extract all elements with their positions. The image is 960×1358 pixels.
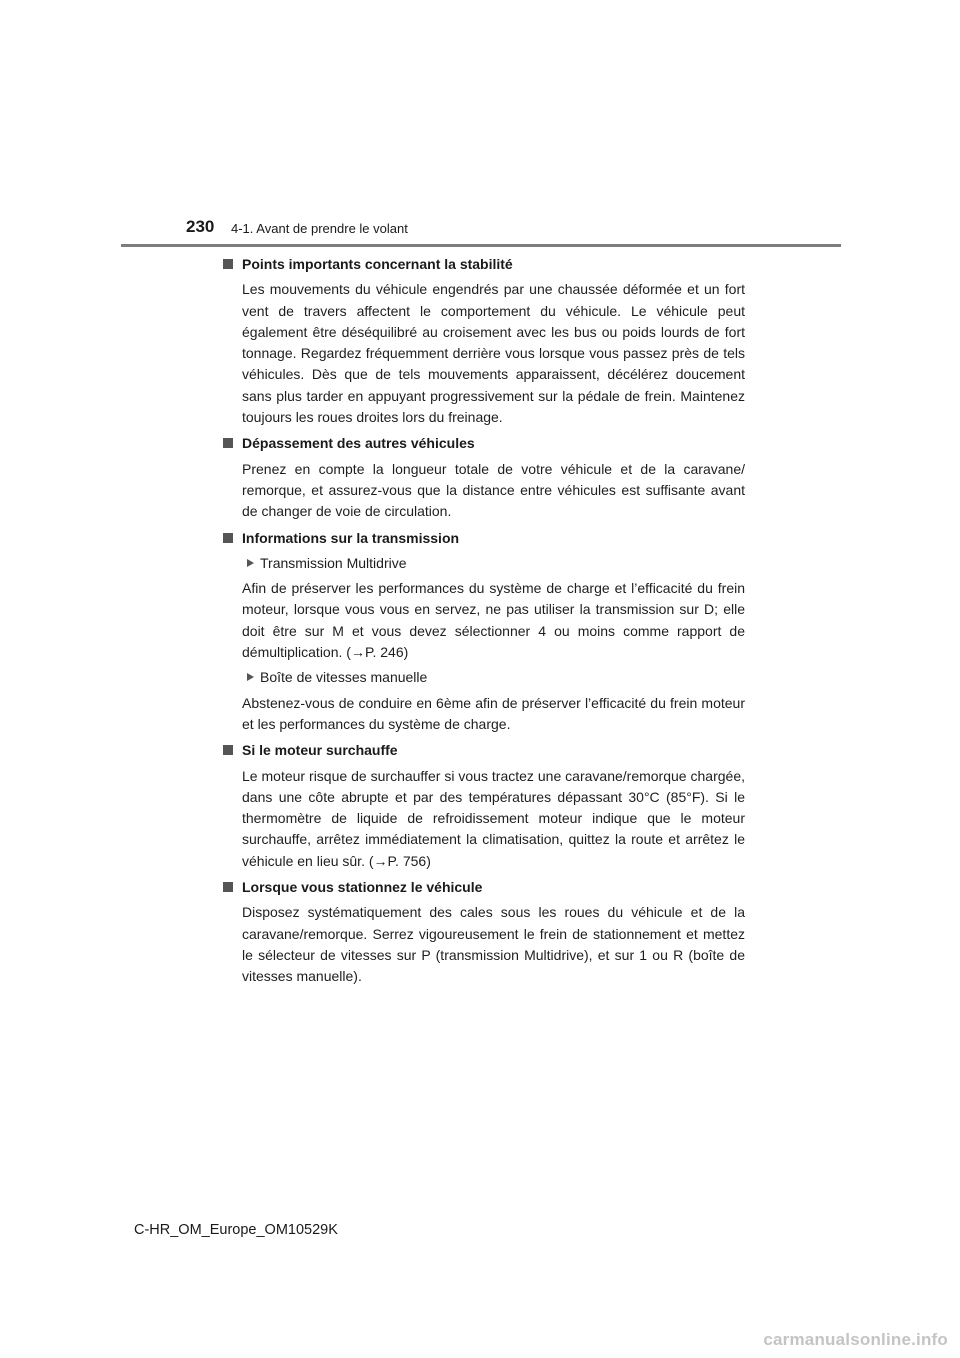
paragraph: Les mouvements du véhicule engendrés par une chaussée déformée et un fort vent de travers affectent le comportement du véhicule. Le véhicule peut également être déséquilibré au croisement avec les bus ou poids lourds de fort tonnage. Regardez fréquemment derrière vous lorsque vous passez près de tels véhicules. Dès que de tels mouvements apparaissent, décélérez doucement sans plus tarder en appuyant progressivement sur la pédale de frein. Maintenez toujours les roues droites lors du freinage.	[242, 281, 745, 426]
triangle-bullet-icon	[247, 673, 254, 681]
section-parking	[222, 877, 745, 987]
sub-heading	[242, 667, 745, 688]
section-title-text: Si le moteur surchauffe	[242, 742, 398, 759]
header-divider	[121, 244, 841, 247]
section-title	[222, 528, 745, 549]
square-bullet-icon	[223, 882, 233, 892]
watermark: carmanualsonline.info	[763, 1330, 948, 1349]
square-bullet-icon	[223, 745, 233, 755]
section-title-text: Points importants concernant la stabilité	[242, 256, 513, 272]
sub-heading-text: Boîte de vitesses manuelle	[260, 669, 428, 686]
section-title-text: Informations sur la transmission	[242, 529, 460, 546]
triangle-bullet-icon	[247, 559, 254, 567]
square-bullet-icon	[223, 259, 233, 269]
section-transmission	[222, 528, 745, 736]
sub-heading	[242, 553, 745, 574]
section-title	[222, 740, 745, 761]
paragraph: Afin de préserver les performances du système de charge et l’efficacité du frein moteur, lorsque vous vous en servez, ne pas utiliser la transmission sur D; elle doit être sur M et vous devez sélectionner 4 ou moins comme rapport de démultiplication. (→P. 246)	[242, 580, 745, 661]
section-stability	[222, 254, 745, 428]
section-overtaking	[222, 433, 745, 522]
sub-heading-text: Transmission Multidrive	[260, 554, 407, 571]
section-title-text: Dépassement des autres véhicules	[242, 435, 475, 452]
paragraph: Prenez en compte la longueur totale de votre véhicule et de la caravane/ remorque, et assurez-vous que la distance entre véhicules est suffisante avant de changer de voie de circulation.	[242, 460, 745, 520]
footer-doc-code: C-HR_OM_Europe_OM10529K	[134, 1222, 338, 1238]
section-title-text: Lorsque vous stationnez le véhicule	[242, 879, 483, 896]
section-overheat	[222, 740, 745, 872]
section-title	[222, 433, 745, 454]
section-title	[222, 254, 745, 275]
square-bullet-icon	[223, 533, 233, 543]
paragraph: Abstenez-vous de conduire en 6ème afin de préserver l’efficacité du frein moteur et les performances du système de charge.	[242, 694, 745, 732]
chapter-title: 4-1. Avant de prendre le volant	[231, 221, 408, 236]
square-bullet-icon	[223, 438, 233, 448]
page-number: 230	[186, 217, 215, 236]
section-title	[222, 877, 745, 898]
content	[222, 254, 745, 992]
paragraph: Disposez systématiquement des cales sous les roues du véhicule et de la caravane/remorque. Serrez vigoureusement le frein de stationnement et mettez le sélecteur de vitesses sur P (transmission Multidrive), et sur 1 ou R (boîte de vitesses manuelle).	[242, 904, 745, 985]
paragraph: Le moteur risque de surchauffer si vous tractez une caravane/remorque chargée, dans une côte abrupte et par des températures dépassant 30°C (85°F). Si le thermomètre de liquide de refroidissement moteur indique que le moteur surchauffe, arrêtez immédiatement la climatisation, quittez la route et arrêtez le véhicule en lieu sûr. (→P. 756)	[242, 767, 745, 869]
